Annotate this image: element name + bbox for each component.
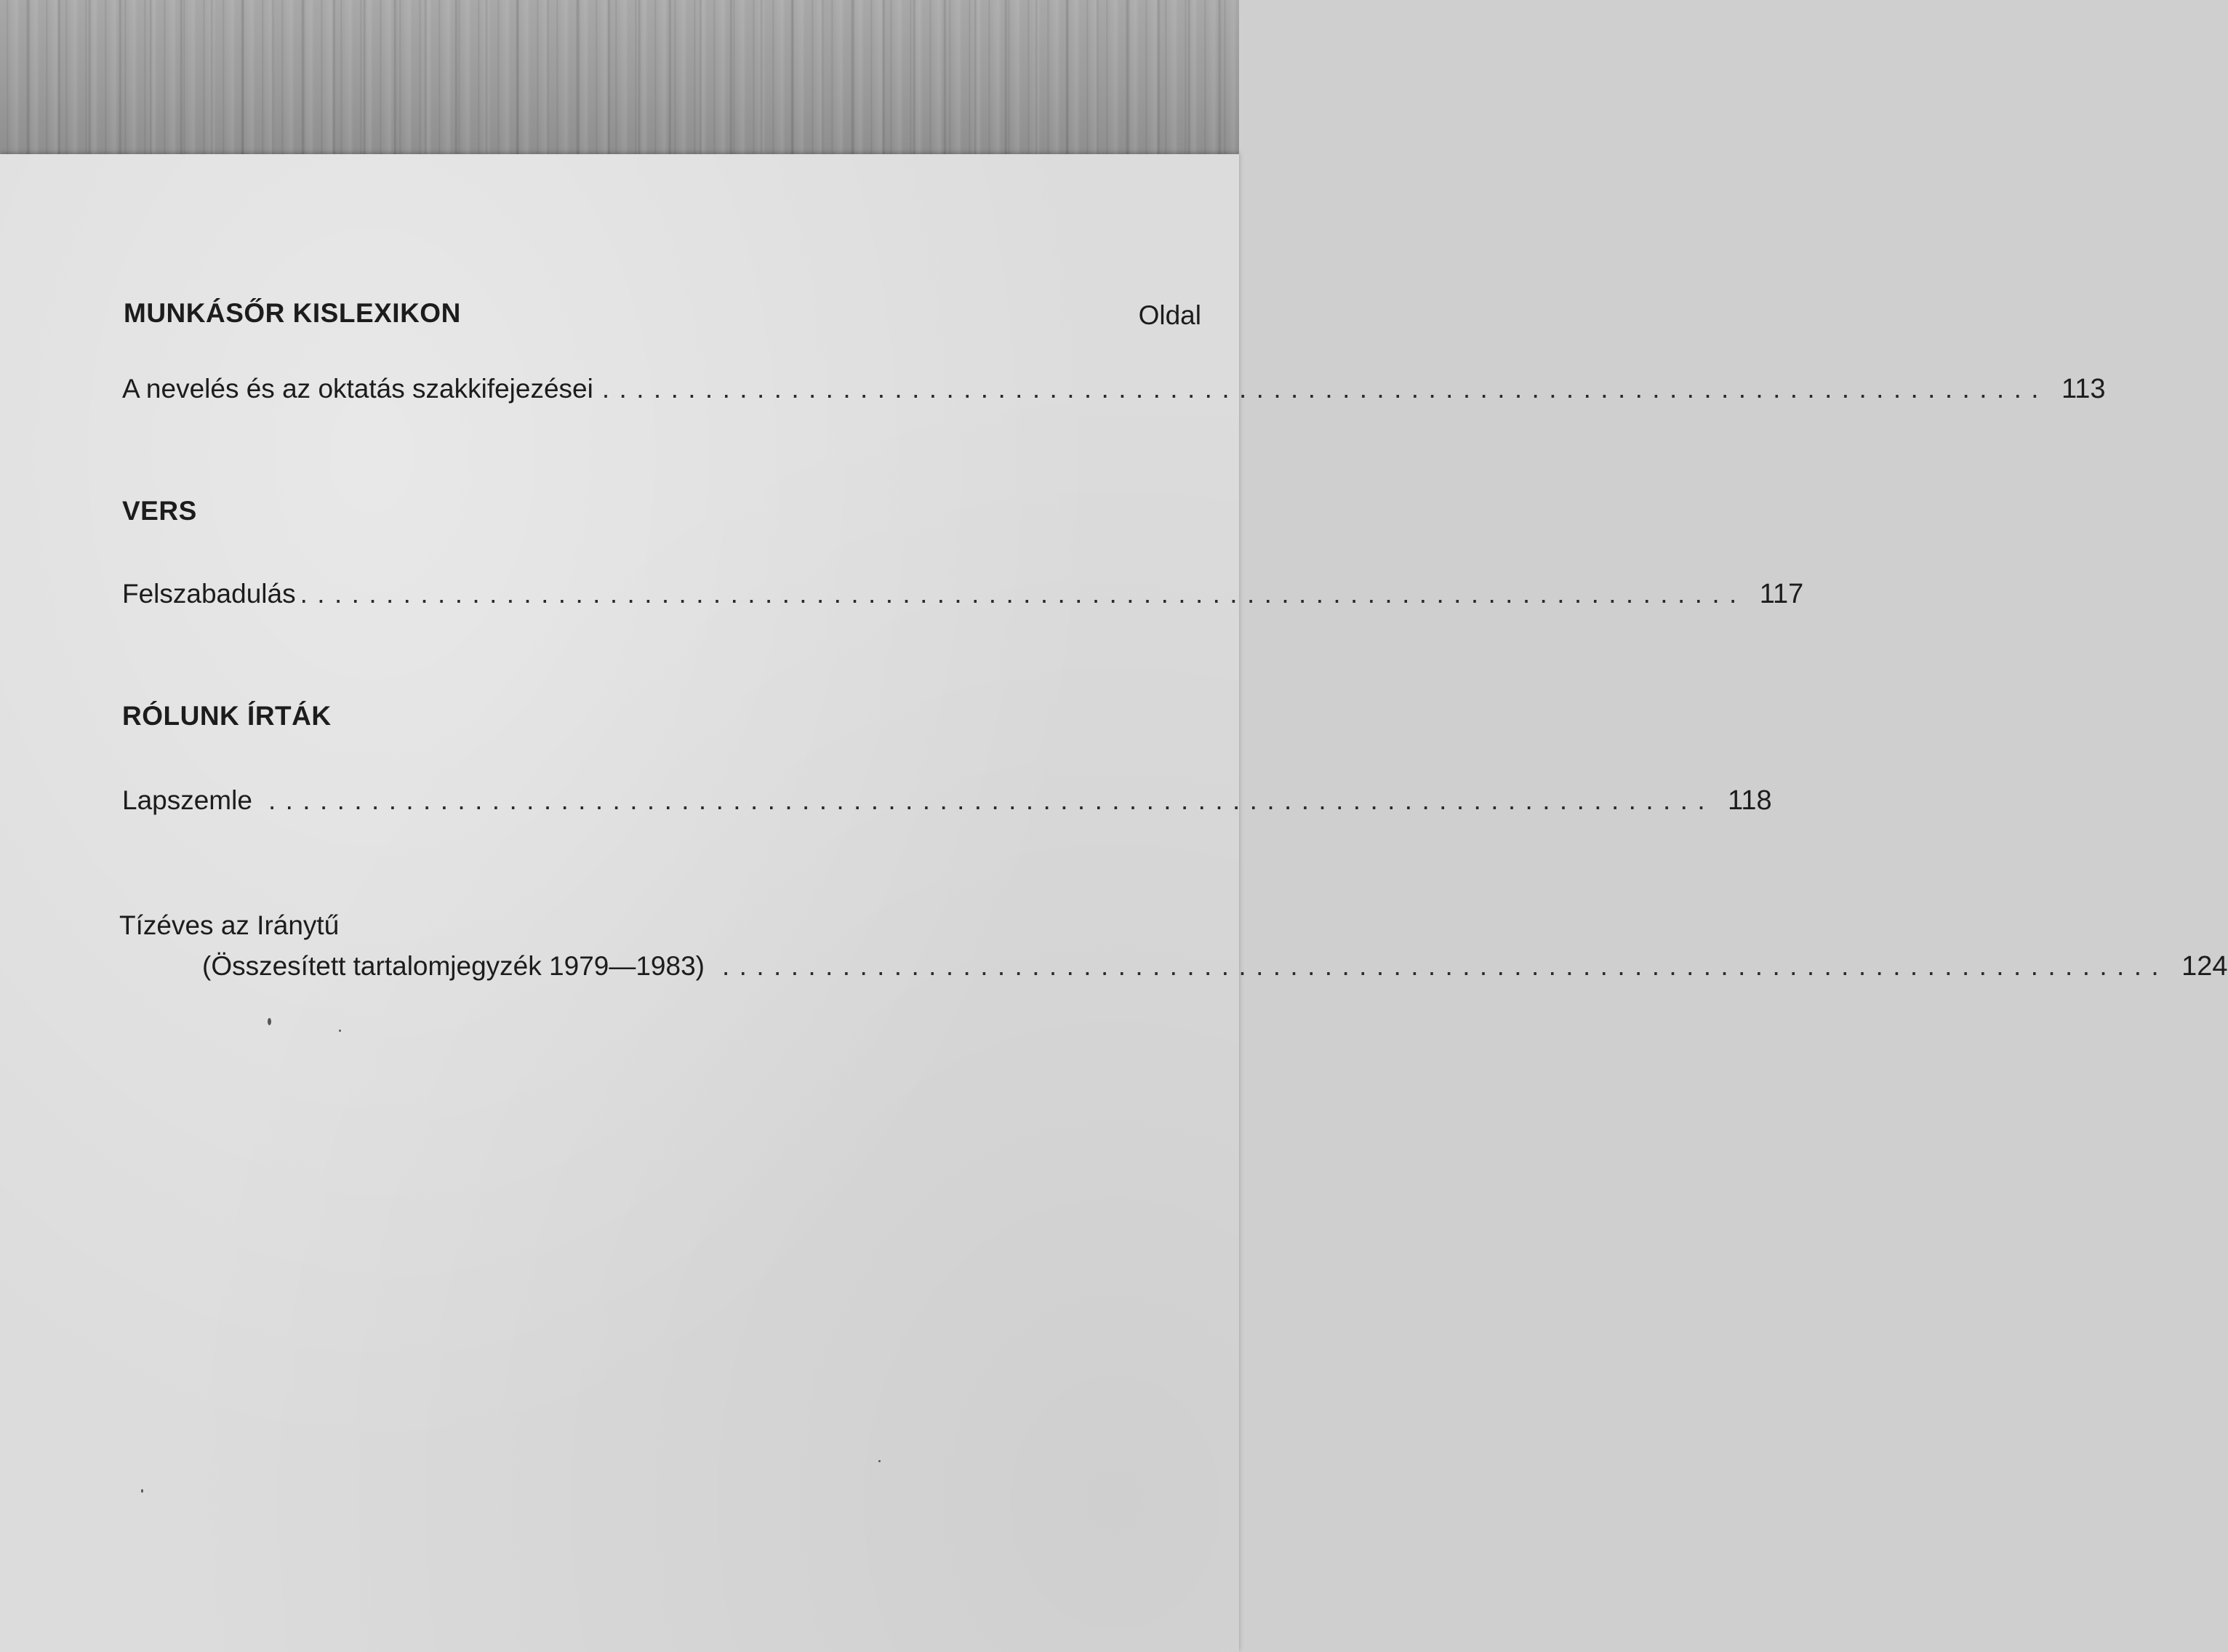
toc-entry-title: Felszabadulás: [122, 579, 296, 609]
paper-speck: [878, 1460, 881, 1462]
paper-speck: [268, 1018, 271, 1025]
toc-entry-title-line2: (Összesített tartalomjegyzék 1979—1983): [202, 951, 705, 981]
book-page: [0, 154, 2228, 1652]
section-header: [124, 298, 1201, 342]
toc-entry-page: 124: [2181, 951, 2228, 982]
toc-entry: [122, 785, 1772, 826]
section-title-vers: VERS: [122, 496, 197, 526]
toc-entry-title: A nevelés és az oktatás szakkifejezései: [122, 374, 593, 404]
dot-leader: ....................................................................................: [300, 579, 1747, 609]
toc-entry: [122, 579, 1804, 620]
toc-entry-title: Lapszemle: [122, 785, 252, 815]
page-column-label: Oldal: [1138, 300, 1201, 330]
paper-speck: [339, 1030, 341, 1032]
toc-entry-page: 118: [1728, 785, 1772, 816]
wooden-table-background: [0, 0, 1239, 167]
section-title-rolunk-irtak: RÓLUNK ÍRTÁK: [122, 701, 332, 731]
toc-entry-title-line1: Tízéves az Iránytű: [119, 910, 340, 940]
dot-leader: ....................................................................................: [722, 951, 2169, 981]
toc-entry: [202, 951, 2228, 992]
toc-entry-page: 113: [2061, 374, 2106, 404]
dot-leader: ....................................................................................: [601, 374, 2048, 404]
toc-entry: [122, 374, 2106, 414]
paper-speck: [141, 1489, 143, 1493]
section-title-munkasor-kislexikon: MUNKÁSŐR KISLEXIKON: [124, 298, 461, 328]
dot-leader: ....................................................................................: [268, 785, 1715, 815]
toc-entry-page: 117: [1759, 579, 1804, 609]
